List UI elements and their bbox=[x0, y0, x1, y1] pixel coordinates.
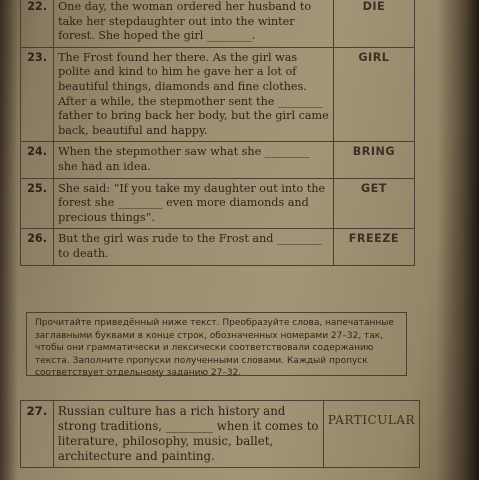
task-text: When the stepmother saw what she ________ she had an idea. bbox=[54, 142, 334, 178]
task-text: The Frost found her there. As the girl was polite and kind to him he gave her a lot of beautiful things, diamonds and fine clothes. After a while, the stepmother sent the ________ father to bring back her body, but the girl came back, beautiful and happy. bbox=[54, 47, 334, 142]
task-word: GET bbox=[333, 178, 414, 229]
task-text: But the girl was rude to the Frost and ________ to death. bbox=[54, 229, 334, 265]
task-word: DIE bbox=[333, 0, 414, 47]
task-number: 24. bbox=[21, 142, 54, 178]
table-row bbox=[21, 0, 415, 47]
task-text: She said: “If you take my daughter out into the forest she ________ even more diamonds and precious things”. bbox=[54, 178, 334, 229]
table-row bbox=[21, 142, 415, 178]
task-number: 23. bbox=[21, 47, 54, 142]
task-text: One day, the woman ordered her husband to take her stepdaughter out into the winter forest. She hoped the girl ________. bbox=[54, 0, 334, 47]
table-row bbox=[21, 178, 415, 229]
task-number: 25. bbox=[21, 178, 54, 229]
task-word: FREEZE bbox=[333, 229, 414, 265]
task-number: 22. bbox=[21, 0, 54, 47]
table-row bbox=[21, 401, 420, 468]
book-spine-shadow bbox=[437, 0, 479, 480]
tasks-table-top bbox=[20, 0, 415, 266]
task-word: PARTICULAR bbox=[323, 401, 419, 468]
table-row bbox=[21, 47, 415, 142]
tasks-table-bottom bbox=[20, 400, 420, 468]
task-word: BRING bbox=[333, 142, 414, 178]
task-word: GIRL bbox=[333, 47, 414, 142]
table-row bbox=[21, 229, 415, 265]
instruction-box: Прочитайте приведённый ниже текст. Преобразуйте слова, напечатанные заглавными буквами в конце строк, обозначенных номерами 27–32, так, чтобы они грамматически и лексически соответствовали содержанию текста. Заполните пропуски полученными словами. Каждый пропуск соответствует отдельному заданию 27–32. bbox=[26, 312, 407, 376]
page-shadow-left bbox=[0, 0, 18, 480]
task-text: Russian culture has a rich history and strong traditions, ________ when it comes to literature, philosophy, music, ballet, architecture and painting. bbox=[53, 401, 323, 468]
task-number: 26. bbox=[21, 229, 54, 265]
task-number: 27. bbox=[21, 401, 54, 468]
